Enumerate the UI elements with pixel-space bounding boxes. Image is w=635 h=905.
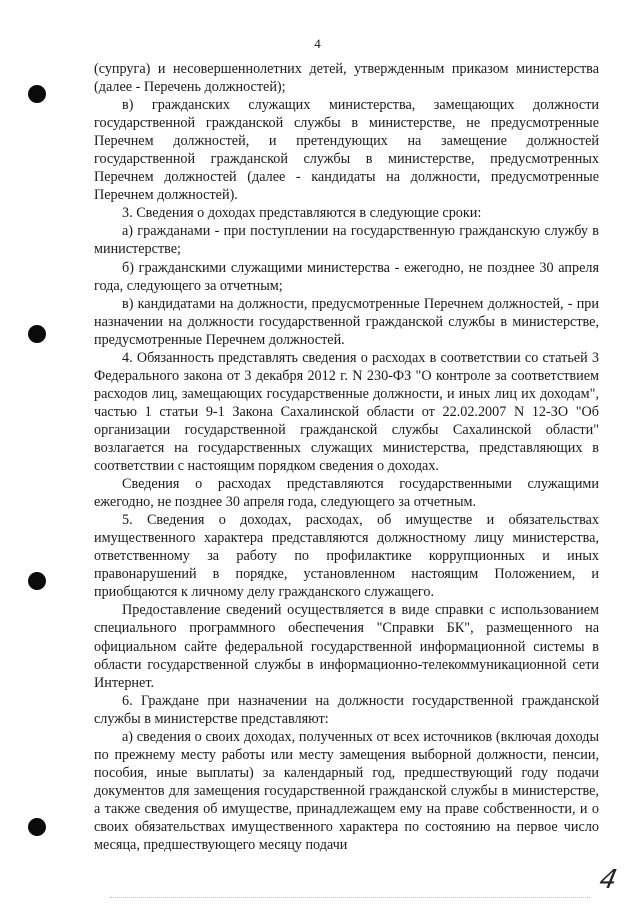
- paragraph: Сведения о расходах представляются государственными служащими ежегодно, не позднее 30 апреля года, следующего за отчетным.: [94, 476, 599, 511]
- paragraph: 5. Сведения о доходах, расходах, об имуществе и обязательствах имущественного характера представляются должностному лицу министерства, ответственному за работу по профилактике коррупционных и иных правонарушений в порядке, установленном настоящим Положением, и приобщаются к личному делу гражданского служащего.: [94, 512, 599, 601]
- binder-hole-4: [28, 818, 46, 836]
- paragraph: в) кандидатами на должности, предусмотренные Перечнем должностей, - при назначении на должности государственной гражданской службы в министерстве, предусмотренные Перечнем должностей.: [94, 295, 599, 348]
- page-number: 4: [314, 36, 321, 51]
- paragraph: 4. Обязанность представлять сведения о расходах в соответствии со статьей 3 Федерального закона от 3 декабря 2012 г. N 230-ФЗ "О контроле за соответствием расходов лиц, замещающих государственные должности, и иных лиц их доходам", частью 1 статьи 9-1 Закона Сахалинской области от 22.02.2007 N 12-ЗО "Об организации государственной гражданской службы Сахалинской области" возлагается на государственных служащих министерства, представляющих в соответствии с настоящим порядком сведения о доходах.: [94, 349, 599, 475]
- paragraph: б) гражданскими служащими министерства - ежегодно, не позднее 30 апреля года, следующего за отчетным;: [94, 259, 599, 294]
- paragraph: 3. Сведения о доходах представляются в следующие сроки:: [122, 205, 482, 222]
- document-body: [94, 60, 599, 854]
- paragraph: в) гражданских служащих министерства, замещающих должности государственной гражданской службы в министерстве, не предусмотренные Перечнем должностей, и претендующих на замещение должностей государственной гражданской службы в министерстве, предусмотренных Перечнем должностей (далее - кандидаты на должности, предусмотренные Перечнем должностей).: [94, 97, 599, 204]
- binder-hole-1: [28, 85, 46, 103]
- paragraph: Предоставление сведений осуществляется в виде справки с использованием специального программного обеспечения "Справки БК", размещенного на официальном сайте федеральной государственной информационной системы в области государственной службы в информационно-телекоммуникационной сети Интернет.: [94, 602, 599, 691]
- paragraph: а) гражданами - при поступлении на государственную гражданскую службу в министерстве;: [94, 223, 599, 258]
- paragraph: а) сведения о своих доходах, полученных от всех источников (включая доходы по прежнему месту работы или месту замещения выборной должности, пенсии, пособия, иные выплаты) за календарный год, предшествующий году подачи документов для замещения государственной гражданской службы в министерстве, а также сведения об имуществе, принадлежащем ему на праве собственности, и о своих обязательствах имущественного характера по состоянию на первое число месяца, предшествующего месяцу подачи: [94, 728, 599, 854]
- scan-edge-noise: [110, 897, 590, 900]
- binder-hole-3: [28, 572, 46, 590]
- paragraph: 6. Граждане при назначении на должности государственной гражданской службы в министерстве представляют:: [94, 692, 599, 727]
- handwritten-page-mark: 4: [596, 865, 620, 895]
- binder-hole-2: [28, 325, 46, 343]
- paragraph: (супруга) и несовершеннолетних детей, утвержденным приказом министерства (далее - Перечень должностей);: [94, 61, 599, 96]
